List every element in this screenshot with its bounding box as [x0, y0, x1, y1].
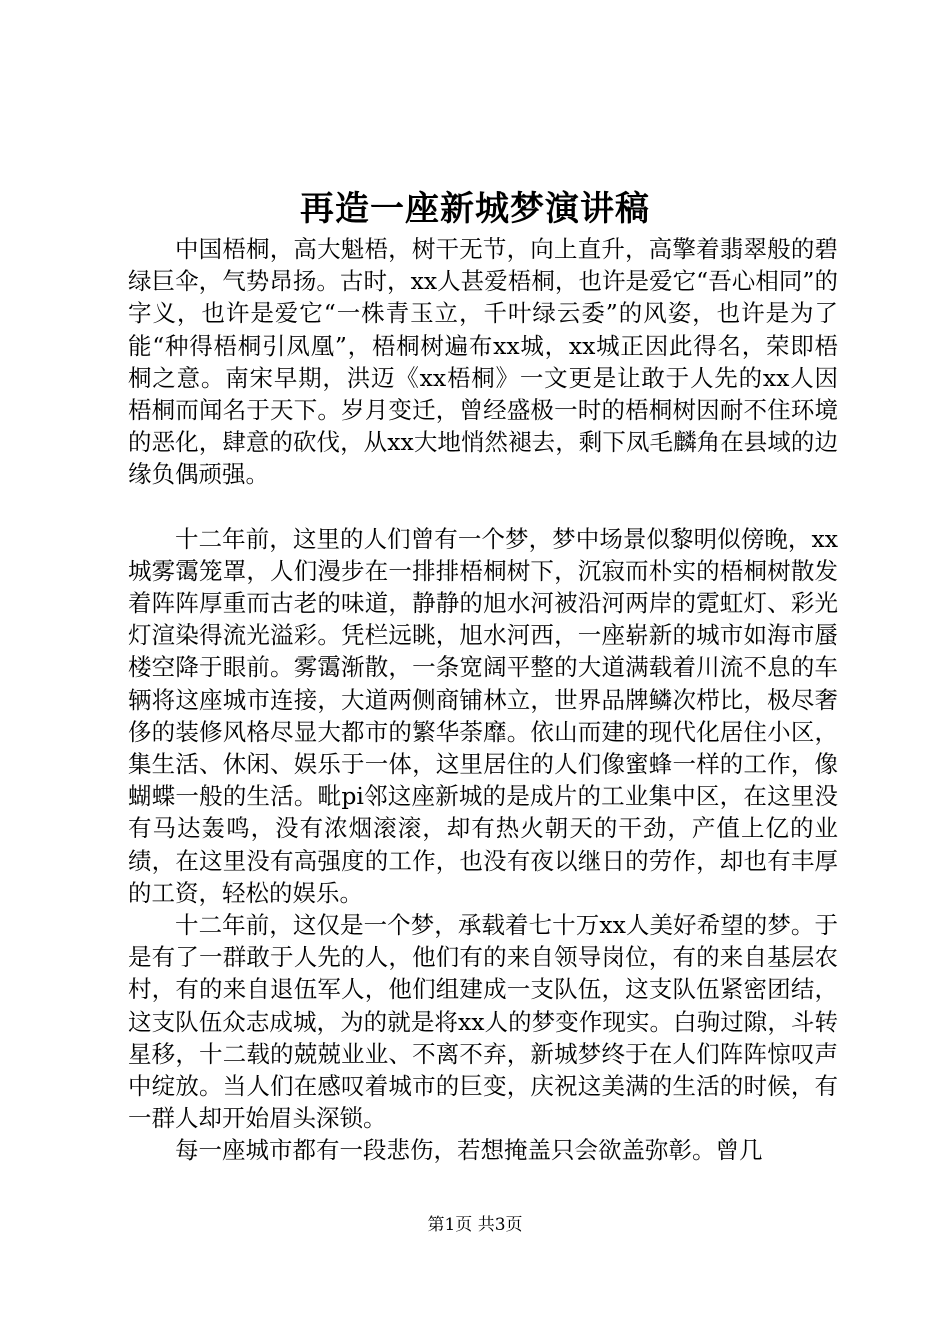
document-title: 再造一座新城梦演讲稿 — [300, 189, 650, 229]
paragraph-2: 十二年前，这里的人们曾有一个梦，梦中场景似黎明似傍晚，xx城雾霭笼罩，人们漫步在一排排梧桐树下，沉寂而朴实的梧桐树散发着阵阵厚重而古老的味道，静静的旭水河被沿河两岸的霓虹灯、彩光灯渲染得流光溢彩。凭栏远眺，旭水河西，一座崭新的城市如海市蜃楼空降于眼前。雾霭渐散，一条宽阔平整的大道满载着川流不息的车辆将这座城市连接，大道两侧商铺林立，世界品牌鳞次栉比，极尽奢侈的装修风格尽显大都市的繁华荼靡。依山而建的现代化居住小区，集生活、休闲、娱乐于一体，这里居住的人们像蜜蜂一样的工作，像蝴蝶一般的生活。毗pi邻这座新城的是成片的工业集中区，在这里没有马达轰鸣，没有浓烟滚滚，却有热火朝天的干劲，产值上亿的业绩，在这里没有高强度的工作，也没有夜以继日的劳作，却也有丰厚的工资，轻松的娱乐。 — [128, 524, 838, 907]
page-footer: 第1页 共3页 — [427, 1215, 523, 1235]
paragraph-1: 中国梧桐，高大魁梧，树干无节，向上直升，高擎着翡翠般的碧绿巨伞，气势昂扬。古时，xx人甚爱梧桐，也许是爱它“吾心相同”的字义，也许是爱它“一株青玉立，千叶绿云委”的风姿，也许是为了能“种得梧桐引凤凰”，梧桐树遍布xx城，xx城正因此得名，荣即梧桐之意。南宋早期，洪迈《xx梧桐》一文更是让敢于人先的xx人因梧桐而闻名于天下。岁月变迁，曾经盛极一时的梧桐树因耐不住环境的恶化，肆意的砍伐，从xx大地悄然褪去，剩下凤毛麟角在县域的边缘负偶顽强。 — [128, 235, 838, 489]
document-body — [128, 233, 838, 1167]
paragraph-4: 每一座城市都有一段悲伤，若想掩盖只会欲盖弥彰。曾几 — [175, 1136, 763, 1165]
paragraph-3: 十二年前，这仅是一个梦，承载着七十万xx人美好希望的梦。于是有了一群敢于人先的人，他们有的来自领导岗位，有的来自基层农村，有的来自退伍军人，他们组建成一支队伍，这支队伍紧密团结，这支队伍众志成城，为的就是将xx人的梦变作现实。白驹过隙，斗转星移，十二载的兢兢业业、不离不弃，新城梦终于在人们阵阵惊叹声中绽放。当人们在感叹着城市的巨变，庆祝这美满的生活的时候，有一群人却开始眉头深锁。 — [128, 911, 838, 1133]
